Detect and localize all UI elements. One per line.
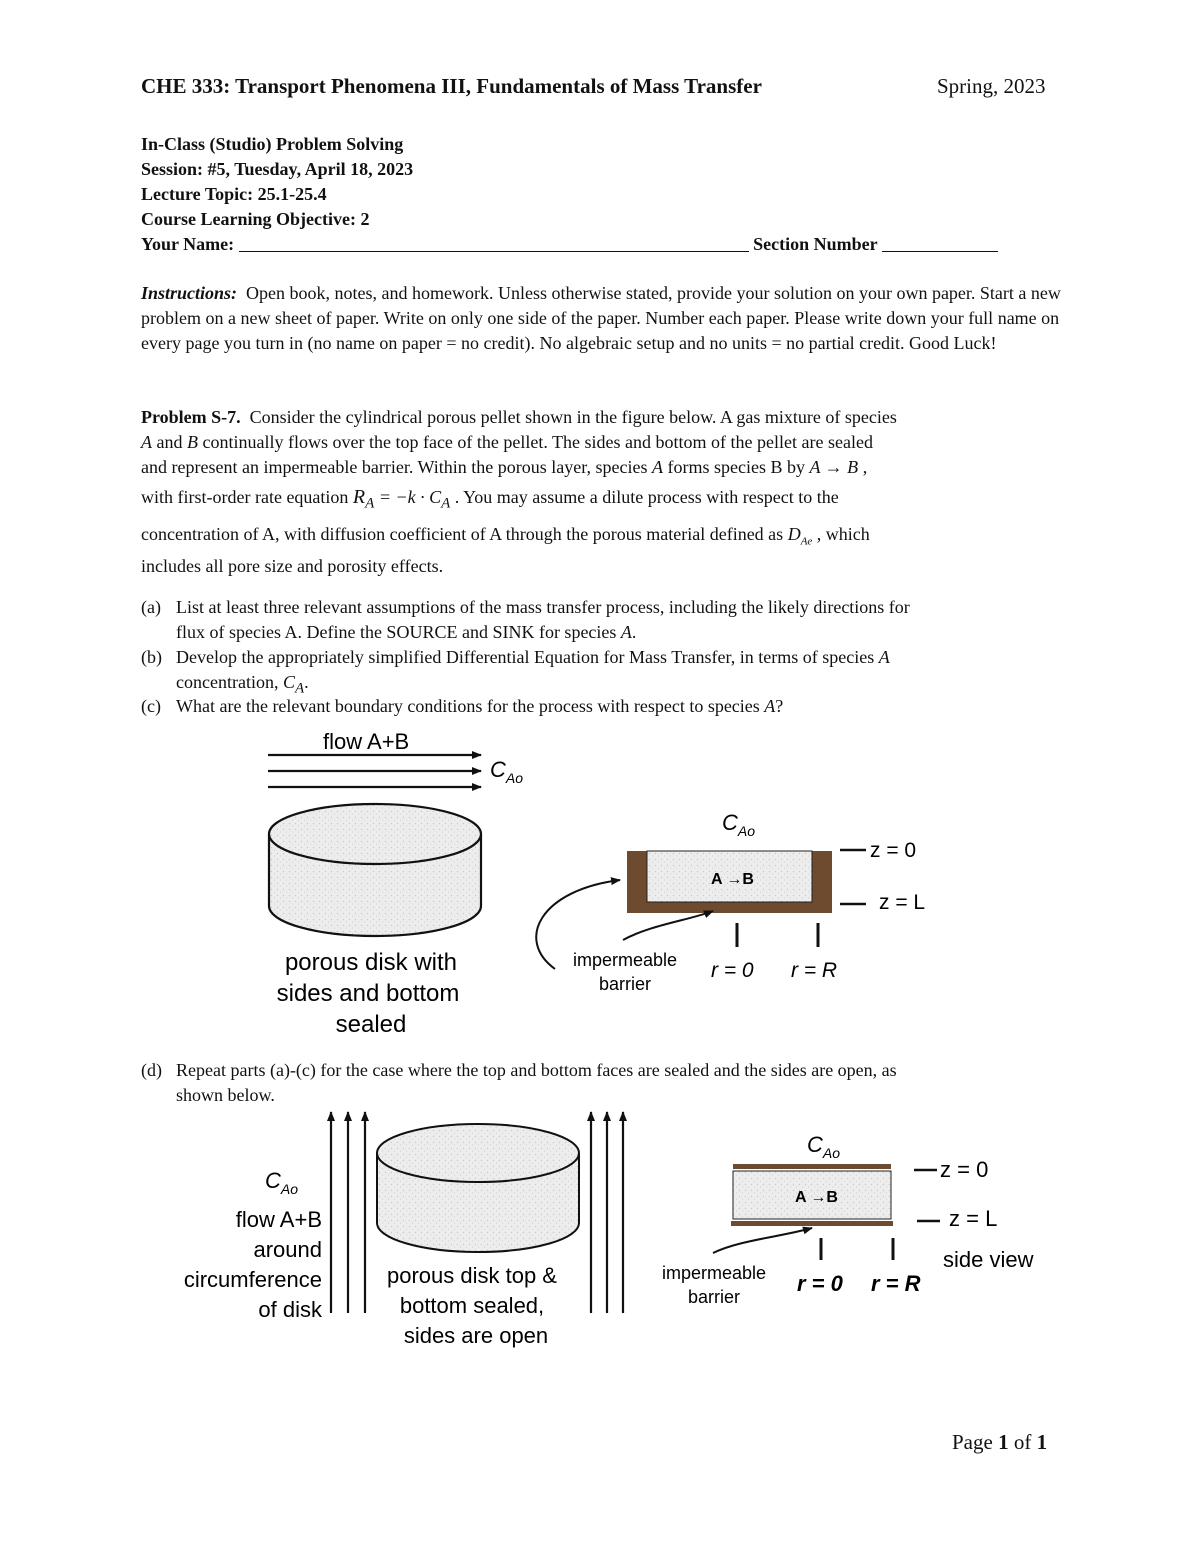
term-label: Spring, 2023 bbox=[937, 74, 1046, 98]
instructions-text: Open book, notes, and homework. Unless otherwise stated, provide your solution on your own paper. Start a new problem on a new sheet of paper. Write on only one side of the paper. Number each paper. Please write down your full name on every page you turn in (no name on paper = no credit). No algebraic setup and no units = no partial credit. Good Luck! bbox=[141, 283, 1061, 353]
part-a-tag: (a) bbox=[141, 597, 161, 617]
problem-text: . You may assume a dilute process with respect to the bbox=[450, 487, 839, 507]
part-d-tag: (d) bbox=[141, 1060, 162, 1080]
part-d-line-1: Repeat parts (a)-(c) for the case where the top and bottom faces are sealed and the sides are open, as bbox=[176, 1060, 897, 1080]
barrier-label-2: barrier bbox=[598, 974, 652, 994]
species-a: A bbox=[141, 432, 152, 452]
session-meta bbox=[141, 132, 1061, 257]
barrier-label-3: impermeable bbox=[661, 1263, 767, 1283]
cao-label-2: $C_{Ao}$ bbox=[265, 1168, 299, 1197]
z0-label-2: z = 0 bbox=[940, 1157, 989, 1182]
conc-subscript: A bbox=[294, 680, 305, 697]
part-a-text: . bbox=[631, 622, 637, 642]
figure-2 bbox=[0, 1105, 1200, 1365]
name-label: Your Name: bbox=[141, 234, 235, 254]
rate-symbol: R bbox=[352, 486, 366, 508]
bottom-barrier bbox=[731, 1221, 893, 1226]
problem-line-4: with first-order rate equation bbox=[141, 487, 353, 507]
diffusivity-symbol: D bbox=[787, 523, 801, 544]
upflow-arrows-left bbox=[331, 1112, 365, 1313]
flow-caption-1: flow A+B bbox=[235, 1207, 322, 1232]
zL-label: z = L bbox=[879, 891, 926, 914]
problem-line-1: Consider the cylindrical porous pellet shown in the figure below. A gas mixture of species bbox=[249, 407, 897, 427]
porous-disk-3d bbox=[269, 804, 481, 936]
disk2-caption-2: bottom sealed, bbox=[399, 1293, 545, 1318]
instructions bbox=[141, 281, 1061, 356]
problem-line-2: continually flows over the top face of the pellet. The sides and bottom of the pellet are sealed bbox=[198, 432, 873, 452]
meta-line-4: Course Learning Objective: 2 bbox=[141, 209, 370, 229]
flow-caption-3: circumference bbox=[183, 1267, 322, 1292]
reaction-label: A →B bbox=[711, 871, 754, 888]
z0-label: z = 0 bbox=[870, 839, 917, 862]
rate-subscript: A bbox=[365, 495, 375, 512]
barrier-pointer-2 bbox=[623, 911, 713, 940]
species-a: A bbox=[652, 457, 664, 477]
part-b-line-2: concentration, bbox=[176, 672, 283, 692]
part-c-text: ? bbox=[775, 696, 784, 716]
meta-line-3: Lecture Topic: 25.1-25.4 bbox=[141, 184, 327, 204]
flow-label: flow A+B bbox=[323, 729, 410, 754]
zL-label-2: z = L bbox=[949, 1206, 998, 1231]
barrier-label-1: impermeable bbox=[572, 950, 678, 970]
rate-expression: = −k · C bbox=[374, 487, 442, 507]
name-row bbox=[141, 232, 1061, 257]
disk-caption-3: sealed bbox=[335, 1011, 407, 1038]
rR-label: r = R bbox=[791, 959, 838, 982]
r0-label: r = 0 bbox=[711, 959, 754, 982]
problem-text: forms species B by bbox=[663, 457, 810, 477]
disk-caption-1: porous disk with bbox=[284, 949, 458, 976]
barrier-label-4: barrier bbox=[687, 1287, 741, 1307]
problem-text: , bbox=[858, 457, 868, 477]
side-view-label: side view bbox=[943, 1247, 1034, 1272]
problem-text: , which bbox=[812, 523, 870, 544]
r0-label-2: r = 0 bbox=[797, 1271, 843, 1296]
instructions-label: Instructions: bbox=[141, 283, 238, 303]
part-c-tag: (c) bbox=[141, 696, 161, 716]
disk-top bbox=[377, 1124, 579, 1182]
disk-caption-2: sides and bottom bbox=[276, 980, 460, 1007]
part-b-line-1: Develop the appropriately simplified Differential Equation for Mass Transfer, in terms of species bbox=[176, 647, 879, 667]
meta-line-2: Session: #5, Tuesday, April 18, 2023 bbox=[141, 159, 414, 179]
problem-line-5: concentration of A, with diffusion coefficient of A through the porous material defined as bbox=[141, 523, 788, 544]
part-a-line-2: flux of species A. Define the SOURCE and SINK for species bbox=[176, 622, 621, 642]
flow-arrows bbox=[268, 755, 481, 787]
part-a-line-1: List at least three relevant assumptions of the mass transfer process, including the likely directions for bbox=[176, 597, 910, 617]
barrier-pointer-3 bbox=[713, 1228, 812, 1253]
page-of: of bbox=[1008, 1430, 1037, 1454]
part-c bbox=[176, 694, 1066, 719]
section-label: Section Number bbox=[753, 234, 878, 254]
disk-top bbox=[269, 804, 481, 864]
diffusivity-subscript: Ae bbox=[800, 535, 813, 548]
problem-label: Problem S-7. bbox=[141, 407, 241, 427]
cao-label-side: $C_{Ao}$ bbox=[722, 810, 756, 839]
upflow-arrows-right bbox=[591, 1112, 623, 1313]
part-c-line-1: What are the relevant boundary conditions for the process with respect to species bbox=[176, 696, 765, 716]
species-a: A bbox=[764, 696, 776, 716]
part-b-tag: (b) bbox=[141, 647, 162, 667]
part-d bbox=[176, 1058, 1066, 1108]
top-barrier bbox=[733, 1164, 891, 1169]
porous-disk-3d-2 bbox=[377, 1124, 579, 1252]
cao-label: $C_{Ao}$ bbox=[490, 757, 524, 786]
course-title: CHE 333: Transport Phenomena III, Fundamentals of Mass Transfer bbox=[141, 74, 762, 98]
flow-caption-4: of disk bbox=[258, 1297, 322, 1322]
cao-label-side-2: $C_{Ao}$ bbox=[807, 1132, 841, 1161]
problem-statement bbox=[141, 405, 1071, 579]
rate-subscript: A bbox=[441, 495, 451, 512]
disk2-caption-1: porous disk top & bbox=[387, 1263, 557, 1288]
problem-line-3: and represent an impermeable barrier. Within the porous layer, species bbox=[141, 457, 653, 477]
page-current: 1 bbox=[998, 1430, 1009, 1454]
reaction-label-2: A →B bbox=[795, 1189, 838, 1206]
name-blank[interactable] bbox=[239, 233, 749, 252]
page-number bbox=[952, 1430, 1047, 1455]
part-b-text: . bbox=[304, 672, 309, 692]
page-prefix: Page bbox=[952, 1430, 999, 1454]
disk2-caption-3: sides are open bbox=[403, 1323, 549, 1348]
flow-caption-2: around bbox=[253, 1237, 322, 1262]
part-d-line-2: shown below. bbox=[176, 1085, 275, 1105]
species-a: A bbox=[620, 622, 632, 642]
meta-line-1: In-Class (Studio) Problem Solving bbox=[141, 134, 404, 154]
conc-symbol: C bbox=[282, 672, 295, 692]
part-a bbox=[176, 595, 1066, 645]
problem-text: and bbox=[152, 432, 187, 452]
figure-1 bbox=[0, 720, 1200, 1050]
page-total: 1 bbox=[1036, 1430, 1048, 1454]
section-blank[interactable] bbox=[882, 233, 998, 252]
species-b: B bbox=[187, 432, 198, 452]
reaction-expression: A → B bbox=[809, 457, 859, 477]
rR-label-2: r = R bbox=[871, 1271, 921, 1296]
problem-line-6: includes all pore size and porosity effects. bbox=[141, 556, 444, 577]
species-a: A bbox=[878, 647, 890, 667]
